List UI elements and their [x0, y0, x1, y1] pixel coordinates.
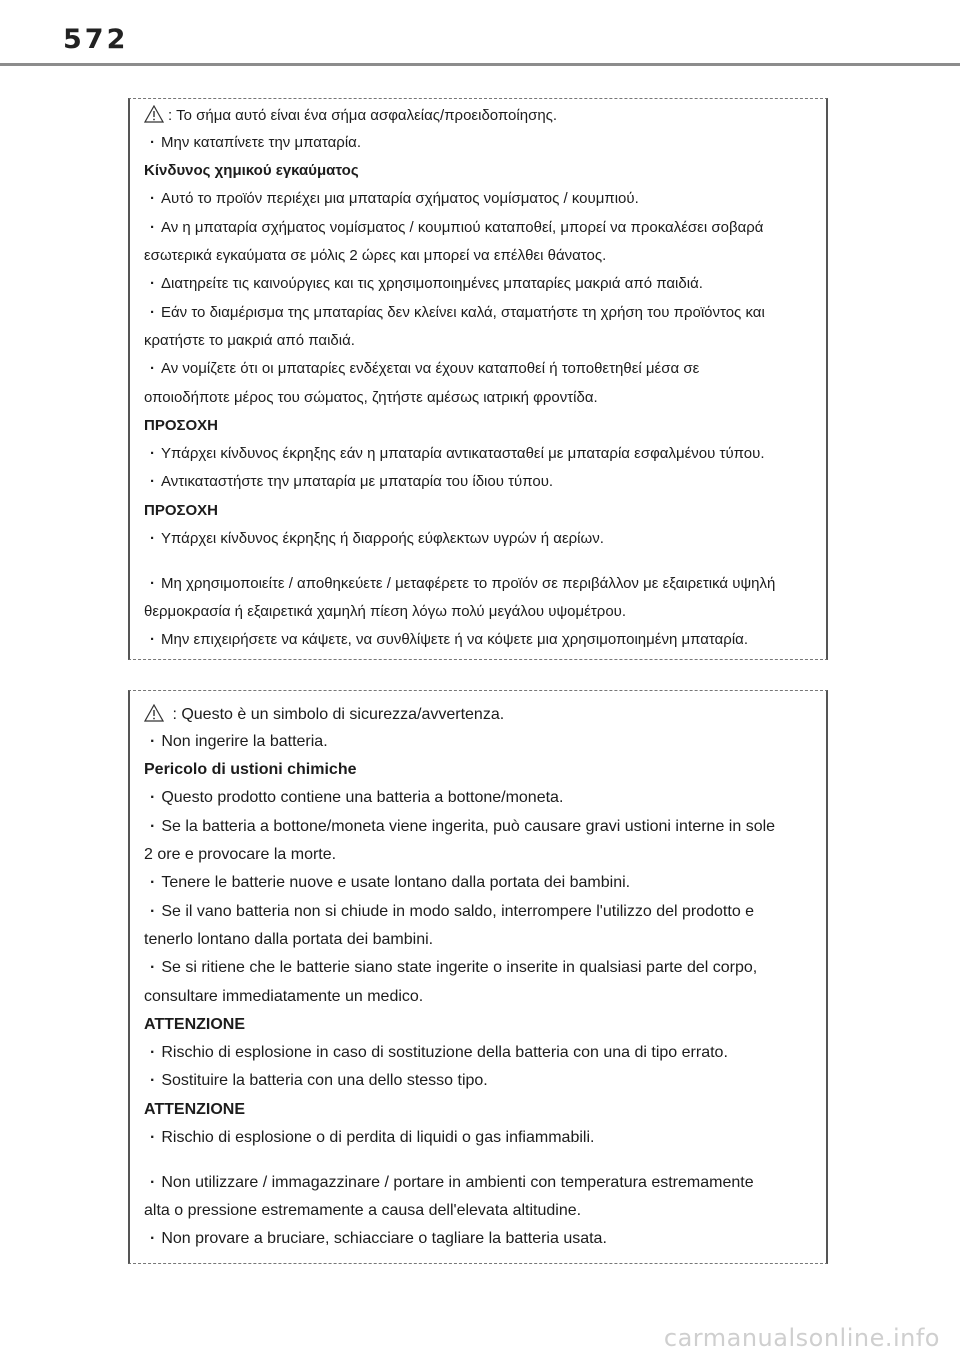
notice-text: consultare immediatamente un medico.: [144, 988, 424, 1005]
notice-text: : Questo è un simbolo di sicurezza/avvertenza.: [168, 706, 505, 723]
notice-text-line: [144, 304, 820, 322]
notice-text-line: [144, 473, 820, 491]
notice-text-line: [144, 360, 820, 378]
section-heading: [144, 1016, 820, 1034]
notice-text: ΠΡΟΣΟΧΗ: [144, 417, 219, 434]
notice-text: Αν η μπαταρία σχήματος νομίσματος / κουμπιού καταποθεί, μπορεί να προκαλέσει σοβαρά: [161, 219, 764, 236]
watermark: carmanualsonline.info: [663, 1324, 940, 1352]
notice-text: Sostituire la batteria con una dello stesso tipo.: [161, 1072, 488, 1089]
notice-text-line: [144, 988, 820, 1006]
notice-text: Διατηρείτε τις καινούργιες και τις χρησιμοποιημένες μπαταρίες μακριά από παιδιά.: [161, 275, 703, 292]
notice-text-line: [144, 1202, 820, 1220]
notice-text: Μην καταπίνετε την μπαταρία.: [161, 134, 362, 151]
notice-text-line: [144, 733, 820, 751]
notice-text: tenerlo lontano dalla portata dei bambini.: [144, 931, 434, 948]
section-heading: [144, 162, 820, 180]
notice-text: Κίνδυνος χημικού εγκαύματος: [144, 162, 359, 179]
notice-text: Μην επιχειρήσετε να κάψετε, να συνθλίψετε ή να κόψετε μια χρησιμοποιημένη μπαταρία.: [161, 631, 748, 648]
notice-text-line: [144, 1230, 820, 1248]
notice-text: Υπάρχει κίνδυνος έκρηξης εάν η μπαταρία αντικατασταθεί με μπαταρία εσφαλμένου τύπου.: [161, 445, 765, 462]
notice-text: ATTENZIONE: [144, 1016, 246, 1033]
notice-text: Rischio di esplosione o di perdita di liquidi o gas infiammabili.: [161, 1129, 595, 1146]
notice-text-line: [144, 575, 820, 593]
notice-text: Αυτό το προϊόν περιέχει μια μπαταρία σχήματος νομίσματος / κουμπιού.: [161, 190, 639, 207]
notice-text-line: [144, 603, 820, 621]
section-heading: [144, 1101, 820, 1119]
notice-text-line: [144, 275, 820, 293]
symbol-legend: [144, 704, 820, 724]
notice-text-line: [144, 219, 820, 237]
section-heading: [144, 502, 820, 520]
notice-text-line: [144, 247, 820, 265]
notice-text-line: [144, 1174, 820, 1192]
notice-text-line: [144, 959, 820, 977]
notice-text-line: [144, 389, 820, 407]
notice-text-line: [144, 134, 820, 152]
notice-text: Αν νομίζετε ότι οι μπαταρίες ενδέχεται να έχουν καταποθεί ή τοποθετηθεί μέσα σε: [161, 360, 700, 377]
notice-text: ΠΡΟΣΟΧΗ: [144, 502, 219, 519]
notice-text: Rischio di esplosione in caso di sostituzione della batteria con una di tipo errato.: [161, 1044, 728, 1061]
notice-text: alta o pressione estremamente a causa dell'elevata altitudine.: [144, 1202, 582, 1219]
notice-text-line: [144, 931, 820, 949]
notice-text: κρατήστε το μακριά από παιδιά.: [144, 332, 355, 349]
symbol-legend: [144, 105, 820, 125]
notice-text-line: [144, 846, 820, 864]
notice-text: Μη χρησιμοποιείτε / αποθηκεύετε / μεταφέρετε το προϊόν σε περιβάλλον με εξαιρετικά υψηλή: [161, 575, 776, 592]
notice-text: Non ingerire la batteria.: [161, 733, 328, 750]
notice-text: Se la batteria a bottone/moneta viene ingerita, può causare gravi ustioni interne in sole: [161, 818, 776, 835]
notice-text-line: [144, 903, 820, 921]
notice-text: εσωτερικά εγκαύματα σε μόλις 2 ώρες και μπορεί να επέλθει θάνατος.: [144, 247, 607, 264]
greek-safety-notice: [128, 98, 828, 660]
warning-triangle-icon: [144, 704, 164, 722]
notice-text: : Το σήμα αυτό είναι ένα σήμα ασφαλείας/προειδοποίησης.: [168, 107, 558, 124]
notice-text-line: [144, 631, 820, 649]
notice-text: Non provare a bruciare, schiacciare o tagliare la batteria usata.: [161, 1230, 607, 1247]
italian-safety-notice: [128, 690, 828, 1264]
header-divider: [0, 63, 960, 66]
notice-text-line: [144, 445, 820, 463]
notice-text: 2 ore e provocare la morte.: [144, 846, 337, 863]
notice-text: Υπάρχει κίνδυνος έκρηξης ή διαρροής εύφλεκτων υγρών ή αερίων.: [161, 530, 604, 547]
notice-text-line: [144, 874, 820, 892]
notice-text: Pericolo di ustioni chimiche: [144, 761, 357, 778]
section-heading: [144, 417, 820, 435]
notice-text: θερμοκρασία ή εξαιρετικά χαμηλή πίεση λόγω πολύ μεγάλου υψομέτρου.: [144, 603, 627, 620]
notice-text: Se si ritiene che le batterie siano state ingerite o inserite in qualsiasi parte del corpo,: [161, 959, 758, 976]
notice-text: Se il vano batteria non si chiude in modo saldo, interrompere l'utilizzo del prodotto e: [161, 903, 755, 920]
notice-text-line: [144, 1072, 820, 1090]
section-heading: [144, 761, 820, 779]
notice-text-line: [144, 530, 820, 548]
notice-text-line: [144, 1044, 820, 1062]
page-number: 572: [63, 24, 129, 55]
notice-text: οποιοδήποτε μέρος του σώματος, ζητήστε αμέσως ιατρική φροντίδα.: [144, 389, 598, 406]
notice-text-line: [144, 332, 820, 350]
notice-text-line: [144, 789, 820, 807]
notice-text-line: [144, 190, 820, 208]
notice-text: Εάν το διαμέρισμα της μπαταρίας δεν κλείνει καλά, σταματήστε τη χρήση του προϊόντος και: [161, 304, 765, 321]
notice-text: ATTENZIONE: [144, 1101, 246, 1118]
notice-text-line: [144, 818, 820, 836]
notice-text-line: [144, 1129, 820, 1147]
notice-text: Tenere le batterie nuove e usate lontano dalla portata dei bambini.: [161, 874, 631, 891]
warning-triangle-icon: [144, 105, 164, 123]
notice-text: Questo prodotto contiene una batteria a bottone/moneta.: [161, 789, 564, 806]
notice-text: Αντικαταστήστε την μπαταρία με μπαταρία του ίδιου τύπου.: [161, 473, 554, 490]
notice-text: Non utilizzare / immagazzinare / portare in ambienti con temperatura estremamente: [161, 1174, 754, 1191]
